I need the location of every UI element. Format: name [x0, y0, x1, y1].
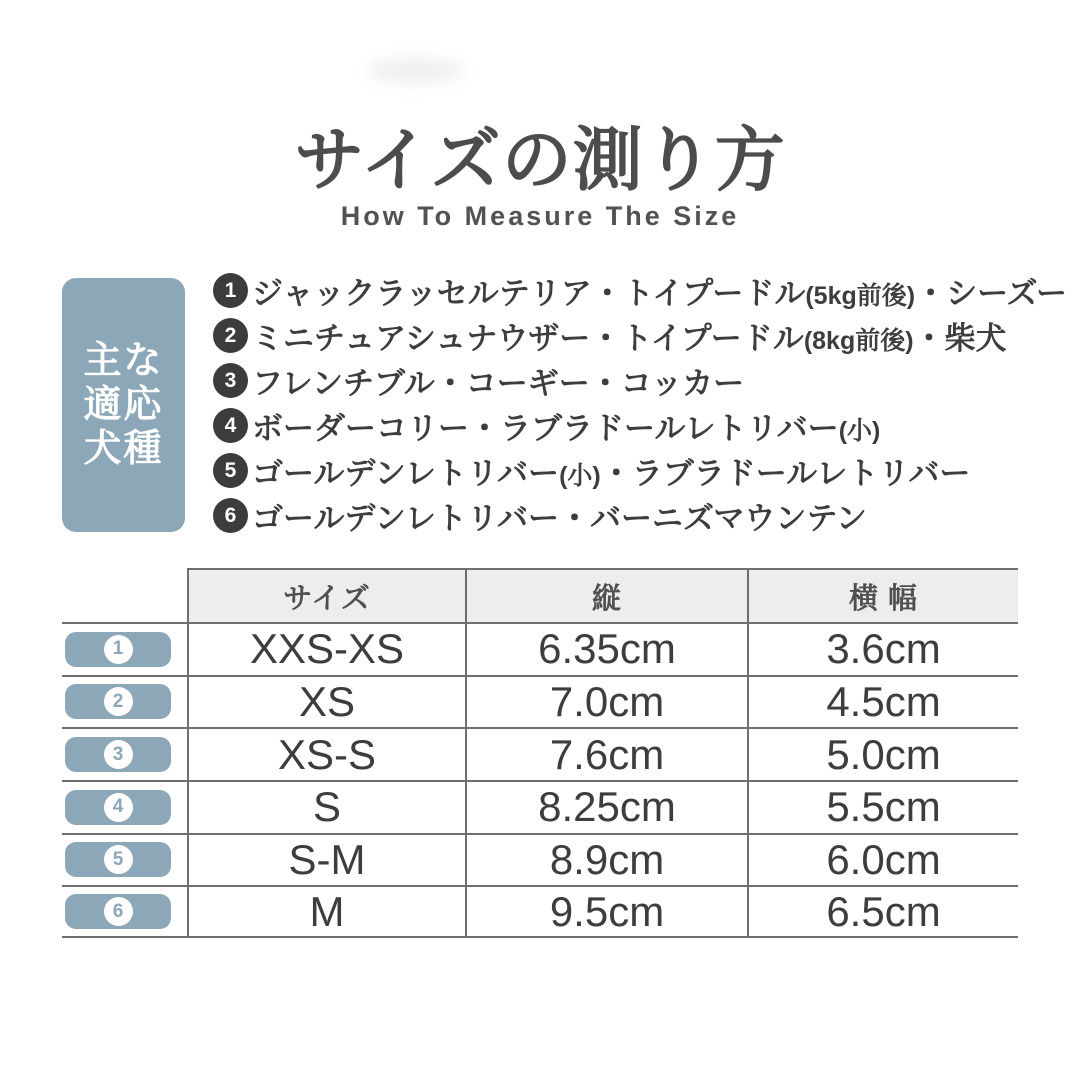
badge-number: 4: [104, 793, 133, 822]
page-subtitle: How To Measure The Size: [340, 201, 740, 231]
artifact-smudge: [368, 58, 463, 84]
breed-text: ジャックラッセルテリア・トイプードル(5kg前後)・シーズー: [252, 276, 1067, 311]
breed-list-item: [213, 448, 1067, 493]
table-cell-size: M: [187, 885, 465, 938]
breed-number-bullet: 5: [213, 453, 248, 488]
breed-category-label-line: 主な: [83, 340, 164, 382]
table-cell-length: 7.6cm: [465, 727, 747, 780]
table-header-cell: 横 幅: [747, 568, 1018, 622]
row-number-badge: [65, 894, 171, 929]
table-cell-size: XXS-XS: [187, 622, 465, 675]
breed-text: ゴールデンレトリバー・バーニズマウンテン: [252, 501, 867, 536]
table-cell-width: 6.5cm: [747, 885, 1018, 938]
table-cell-width: 4.5cm: [747, 675, 1018, 728]
row-badge-cell: [62, 675, 187, 728]
breed-number-bullet: 2: [213, 318, 248, 353]
table-header-cell: 縦: [465, 568, 747, 622]
table-cell-size: S: [187, 780, 465, 833]
row-number-badge: [65, 684, 171, 719]
breed-text: ゴールデンレトリバー(小)・ラブラドールレトリバー: [252, 456, 971, 491]
badge-number: 2: [104, 687, 133, 716]
table-cell-length: 6.35cm: [465, 622, 747, 675]
table-cell-width: 6.0cm: [747, 833, 1018, 886]
table-cell-width: 5.5cm: [747, 780, 1018, 833]
table-header-cell: サイズ: [187, 568, 465, 622]
row-number-badge: [65, 737, 171, 772]
badge-number: 1: [104, 635, 133, 664]
breed-list-item: [213, 313, 1067, 358]
table-cell-length: 9.5cm: [465, 885, 747, 938]
table-cell-width: 3.6cm: [747, 622, 1018, 675]
row-badge-cell: [62, 622, 187, 675]
breed-list-item: [213, 358, 1067, 403]
table-cell-size: S-M: [187, 833, 465, 886]
breed-number-bullet: 4: [213, 408, 248, 443]
row-badge-cell: [62, 833, 187, 886]
table-cell-width: 5.0cm: [747, 727, 1018, 780]
breed-text: ミニチュアシュナウザー・トイプードル(8kg前後)・柴犬: [252, 321, 1007, 356]
breed-number-bullet: 1: [213, 273, 248, 308]
size-table: [62, 568, 1018, 938]
breed-list-item: [213, 268, 1067, 313]
row-number-badge: [65, 632, 171, 667]
row-badge-cell: [62, 780, 187, 833]
breed-category-label-line: 適応: [83, 384, 164, 426]
row-badge-cell: [62, 727, 187, 780]
table-cell-length: 8.25cm: [465, 780, 747, 833]
breed-category-label-line: 犬種: [83, 428, 164, 470]
breed-category-box: [62, 278, 185, 532]
breed-list-item: [213, 493, 1067, 538]
badge-number: 3: [104, 740, 133, 769]
badge-number: 6: [104, 897, 133, 926]
table-cell-length: 8.9cm: [465, 833, 747, 886]
row-number-badge: [65, 790, 171, 825]
breed-text: ボーダーコリー・ラブラドールレトリバー(小): [252, 411, 881, 446]
breed-list-item: [213, 403, 1067, 448]
page-title: サイズの測り方: [294, 121, 786, 199]
table-cell-size: XS: [187, 675, 465, 728]
breed-number-bullet: 3: [213, 363, 248, 398]
row-number-badge: [65, 842, 171, 877]
badge-number: 5: [104, 845, 133, 874]
row-badge-cell: [62, 885, 187, 938]
breed-number-bullet: 6: [213, 498, 248, 533]
breed-text: フレンチブル・コーギー・コッカー: [252, 366, 745, 401]
table-corner-spacer: [62, 568, 187, 622]
breed-list: [213, 268, 1067, 538]
table-cell-length: 7.0cm: [465, 675, 747, 728]
table-cell-size: XS-S: [187, 727, 465, 780]
